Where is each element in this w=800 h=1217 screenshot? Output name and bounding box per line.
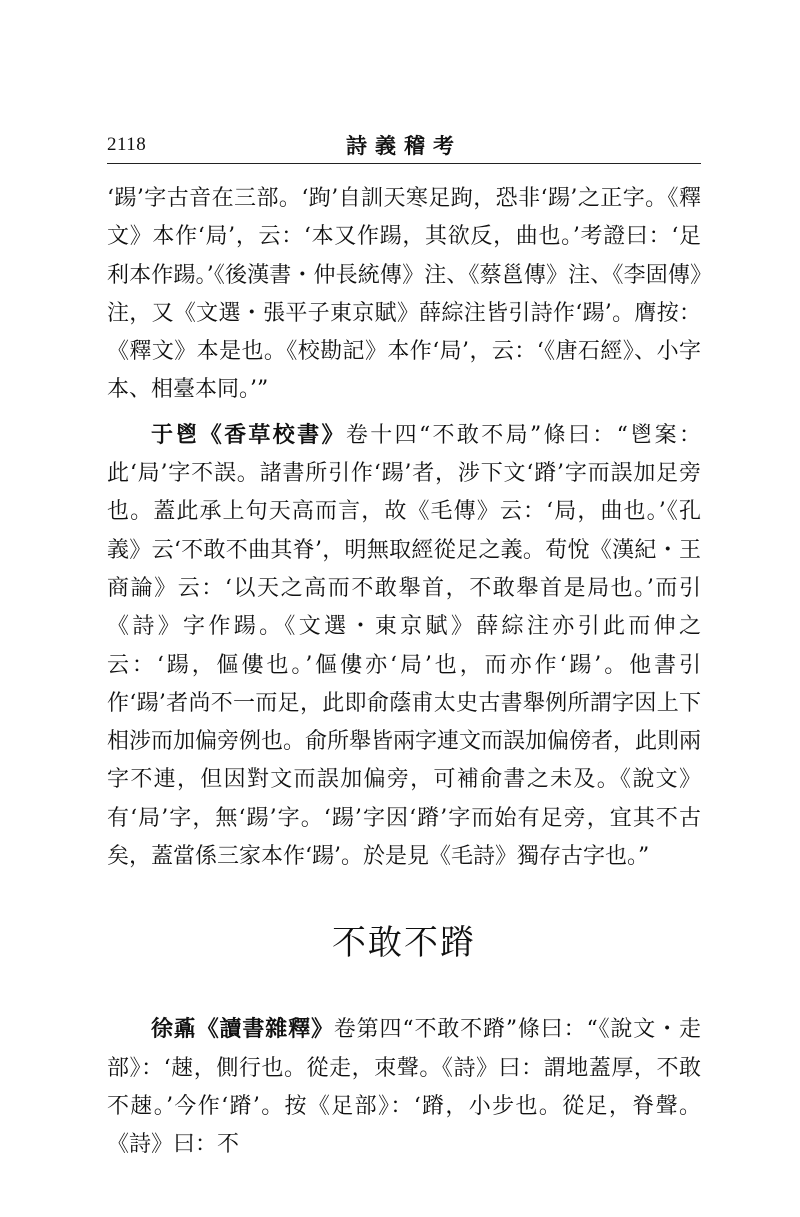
paragraph-author: 徐鼒《讀書雜釋》 <box>151 1016 334 1043</box>
page-header <box>107 128 701 164</box>
paragraph-author: 于鬯《香草校書》 <box>151 421 346 448</box>
paragraph-text: 卷第四“不敢不蹐”條曰：“《說文・走部》：‘趚，側行也。從走，朿聲。《詩》曰：謂地蓋厚，不敢不趚。’今作‘蹐’。按《足部》：‘蹐，小步也。從足，脊聲。《詩》曰：不 <box>107 1017 701 1158</box>
header-rule <box>107 163 701 164</box>
section-title: 不敢不蹐 <box>332 923 476 964</box>
page-number: 2118 <box>107 134 147 155</box>
paragraph-text: 卷十四“不敢不局”條曰：“鬯案：此‘局’字不誤。諸書所引作‘踼’者，涉下文‘蹐’字而誤加足旁也。蓋此承上句天高而言，故《毛傳》云：‘局，曲也。’《孔義》云‘不敢不曲其脊’，明無取經從足之義。荀悅《漢紀・王商論》云：‘以天之高而不敢舉首，不敢舉首是局也。’而引《詩》字作踼。《文選・東京賦》薛綜注亦引此而伸之云：‘踼，傴僂也。’傴僂亦‘局’也，而亦作‘踼’。他書引作‘踼’者尚不一而足，此即俞蔭甫太史古書舉例所謂字因上下相涉而加偏旁例也。俞所舉皆兩字連文而誤加偏傍者，此則兩字不連，但因對文而誤加偏旁，可補俞書之未及。《說文》有‘局’字，無‘踼’字。‘踼’字因‘蹐’字而始有足旁，宜其不古矣，蓋當係三家本作‘踼’。於是見《毛詩》獨存古字也。” <box>107 422 702 870</box>
paragraph-xu-nai <box>107 1010 701 1164</box>
running-title: 詩義稽考 <box>346 133 462 158</box>
body-text <box>107 180 701 1165</box>
paragraph-continuation <box>107 180 701 410</box>
paragraph-yu-chang <box>107 416 701 877</box>
paragraph-text: ‘踼’字古音在三部。‘跔’自訓天寒足跔，恐非‘踼’之正字。《釋文》本作‘局’，云：‘本又作踼，其欲反，曲也。’考證曰：‘足利本作踼。’《後漢書・仲長統傳》注、《蔡邕傳》注、《李固傳》注，又《文選・張平子東京賦》薛綜注皆引詩作‘踼’。膺按：《釋文》本是也。《校勘記》本作‘局’，云：‘《唐石經》、小字本、相臺本同。’” <box>107 186 701 403</box>
